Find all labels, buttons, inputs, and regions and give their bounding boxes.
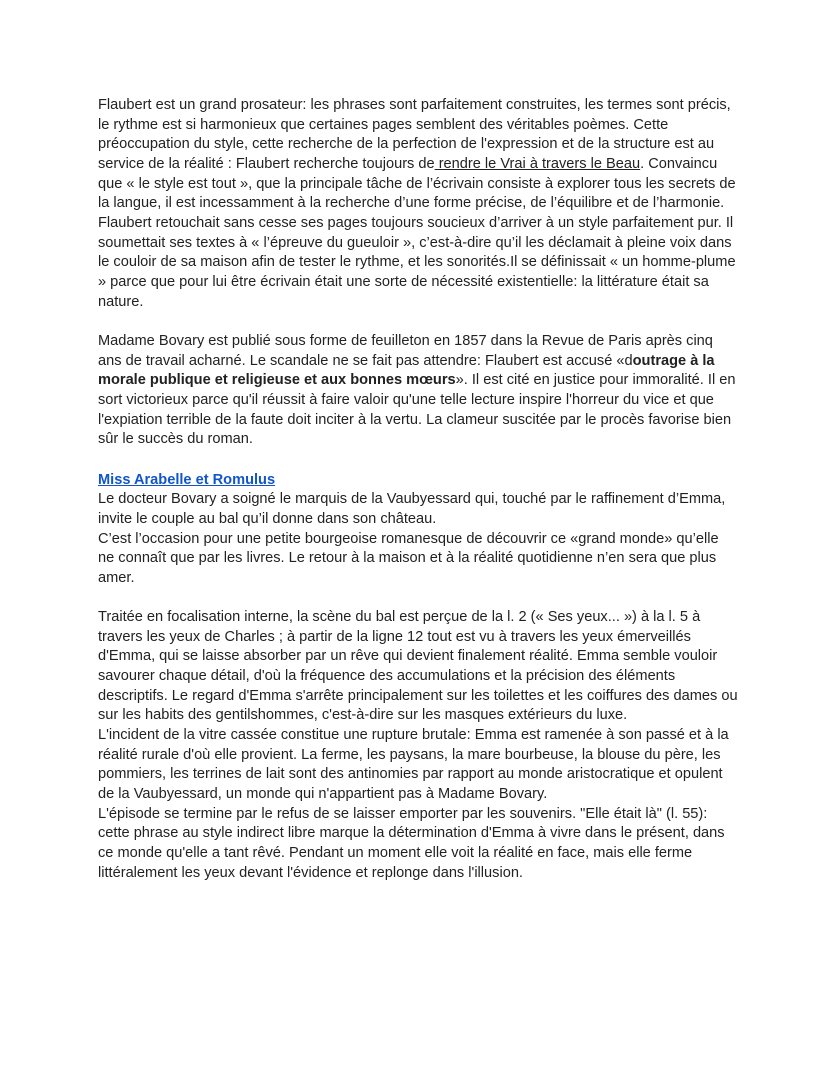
paragraph-grand-monde: C’est l’occasion pour une petite bourgeoise romanesque de découvrir ce «grand monde» qu’elle ne connaît que par les livres. Le retour à la maison et à la réalité quotidienne n’en sera que plus amer. <box>98 530 719 586</box>
underlined-phrase: rendre le Vrai à travers le Beau <box>434 155 641 172</box>
section-title-link[interactable]: Miss Arabelle et Romulus <box>98 471 276 488</box>
paragraph-invitation: Le docteur Bovary a soigné le marquis de la Vaubyessard qui, touché par le raffinement d’Emma, invite le couple au bal qu’il donne dans son château. <box>98 491 726 527</box>
bold-accusation: outrage à la morale publique et religieuse et aux bonnes mœurs <box>98 352 715 389</box>
paragraph-publication <box>98 332 738 450</box>
paragraph-gap <box>98 450 738 470</box>
paragraph-publication-text-end: ». Il est cité en justice pour immoralité. Il en sort victorieux parce qu'il réussit à faire valoir qu'une telle lecture inspire l'horreur du vice et que l'expiation terrible de la faute doit inciter à la vertu. La clameur suscitée par le procès favorise bien sûr le succès du roman. <box>98 372 736 448</box>
document-page <box>98 96 738 883</box>
paragraph-style-text-start: Flaubert est un grand prosateur: les phrases sont parfaitement construites, les termes sont précis, le rythme est si harmonieux que certaines pages semblent des véritables poèmes. Cette préoccupation du style, cette recherche de la perfection de l'expression et de la structure est au service de la réalité : Flaubert recherche toujours de <box>98 97 731 172</box>
paragraph-gap <box>98 588 738 608</box>
paragraph-focalisation: Traitée en focalisation interne, la scène du bal est perçue de la l. 2 (« Ses yeux... ») à la l. 5 à travers les yeux de Charles ; à partir de la ligne 12 tout est vu à travers les yeux émerveillés d'Emma, qui se laisse absorber par un rêve qui devient finalement réalité. Emma semble vouloir savourer chaque détail, d'où la fréquence des accumulations et la précision des éléments descriptifs. Le regard d'Emma s'arrête principalement sur les toilettes et les coiffures des dames ou sur les habits des gentilshommes, c'est-à-dire sur les masques extérieurs du luxe. <box>98 609 738 724</box>
paragraph-style <box>98 96 738 312</box>
paragraph-gap <box>98 312 738 332</box>
paragraph-publication-text-start: Madame Bovary est publié sous forme de feuilleton en 1857 dans la Revue de Paris après cinq ans de travail acharné. Le scandale ne se fait pas attendre: Flaubert est accusé «d <box>98 332 713 369</box>
paragraph-style-text-end: . Convaincu que « le style est tout », que la principale tâche de l’écrivain consiste à explorer tous les secrets de la langue, il est incessamment à la recherche d’une forme précise, de l’équilibre et de l’harmonie. Flaubert retouchait sans cesse ses pages toujours soucieux d’arriver à un style parfaitement pur. Il soumettait ses textes à « l’épreuve du gueuloir », c’est-à-dire qu’il les déclamait à pleine voix dans le couloir de sa maison afin de tester le rythme, et les sonorités.Il se définissait « un homme-plume » parce que pour lui être écrivain était une sorte de nécessité existentielle: la littérature était sa nature. <box>98 155 736 310</box>
paragraph-vitre-cassee: L'incident de la vitre cassée constitue une rupture brutale: Emma est ramenée à son passé et à la réalité rurale d'où elle provient. La ferme, les paysans, la mare bourbeuse, la blouse du père, les pommiers, les terrines de lait sont des antinomies par rapport au monde aristocratique et opulent de la Vaubyessard, un monde qui n'appartient pas à Madame Bovary. <box>98 727 729 803</box>
paragraph-conclusion: L'épisode se termine par le refus de se laisser emporter par les souvenirs. "Elle était là" (l. 55): cette phrase au style indirect libre marque la détermination d'Emma à vivre dans le présent, dans ce monde qu'elle a tant rêvé. Pendant un moment elle voit la réalité en face, mais elle ferme littéralement les yeux devant l'évidence et replonge dans l'illusion. <box>98 805 725 881</box>
